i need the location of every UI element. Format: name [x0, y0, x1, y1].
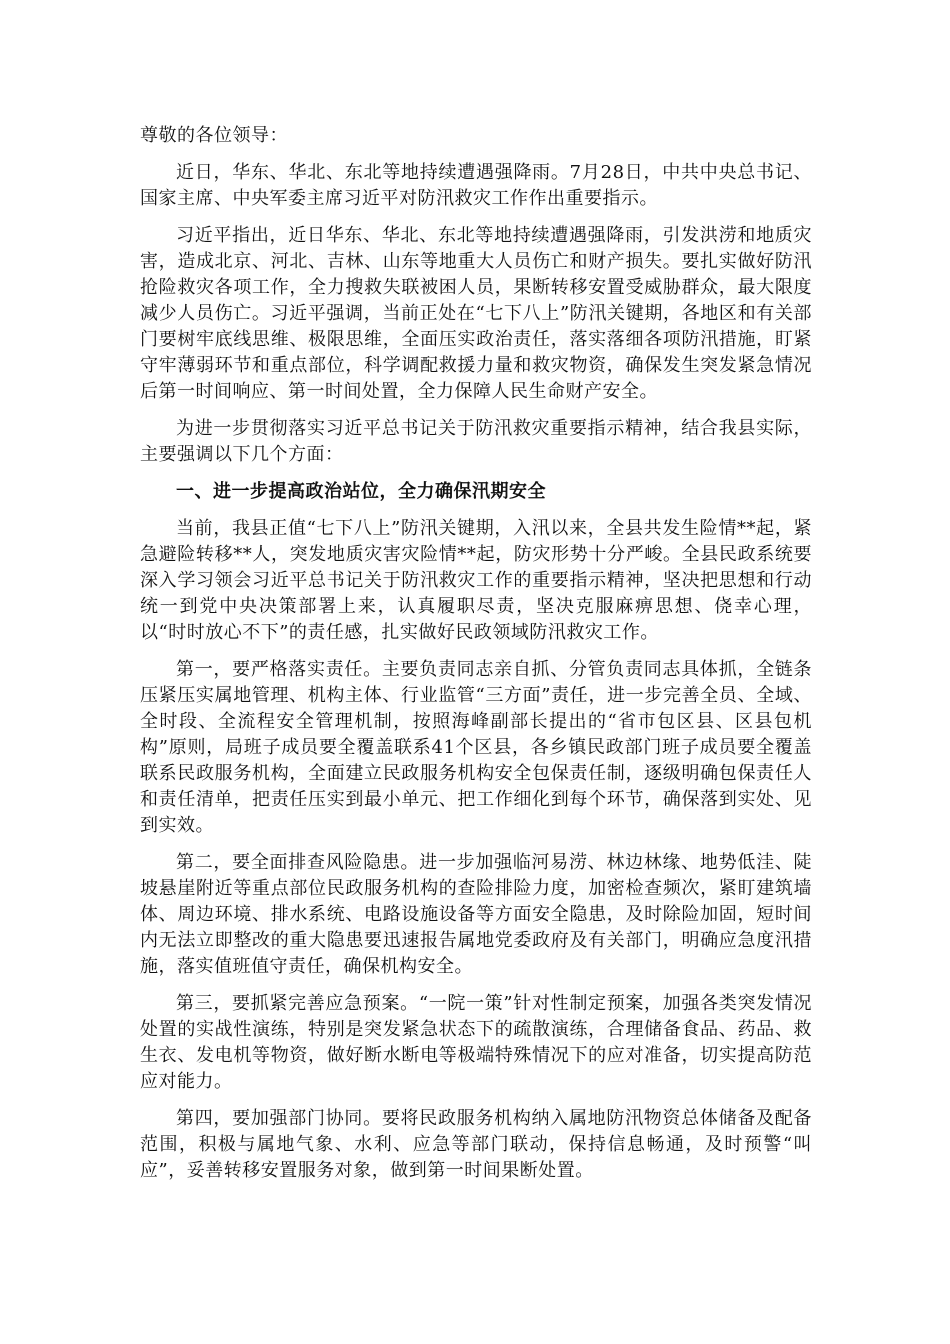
salutation: 尊敬的各位领导：	[140, 125, 288, 146]
paragraph-point-3: 第三，要抓紧完善应急预案。“一院一策”针对性制定预案，加强各类突发情况处置的实战性演练，特别是突发紧急状态下的疏散演练，合理储备食品、药品、救生衣、发电机等物资，做好断水断电等极端特殊情况下的应对准备，切实提高防范应对能力。	[140, 993, 812, 1092]
paragraph-situation: 当前，我县正值“七下八上”防汛关键期，入汛以来，全县共发生险情**起，紧急避险转移**人，突发地质灾害灾险情**起，防灾形势十分严峻。全县民政系统要深入学习领会习近平总书记关于防汛救灾工作的重要指示精神，坚决把思想和行动统一到党中央决策部署上来，认真履职尽责，坚决克服麻痹思想、侥幸心理，以“时时放心不下”的责任感，扎实做好民政领域防汛救灾工作。	[140, 518, 812, 643]
paragraph-intro: 近日，华东、华北、东北等地持续遭遇强降雨。7月28日，中共中央总书记、国家主席、中央军委主席习近平对防汛救灾工作作出重要指示。	[140, 162, 812, 209]
document-body	[140, 123, 812, 1195]
paragraph-instruction: 习近平指出，近日华东、华北、东北等地持续遭遇强降雨，引发洪涝和地质灾害，造成北京、河北、吉林、山东等地重大人员伤亡和财产损失。要扎实做好防汛抢险救灾各项工作，全力搜救失联被困人员，果断转移安置受威胁群众，最大限度减少人员伤亡。习近平强调，当前正处在“七下八上”防汛关键期，各地区和有关部门要树牢底线思维、极限思维，全面压实政治责任，落实落细各项防汛措施，盯紧守牢薄弱环节和重点部位，科学调配救援力量和救灾物资，确保发生突发紧急情况后第一时间响应、第一时间处置，全力保障人民生命财产安全。	[140, 225, 812, 402]
paragraph-point-1: 第一，要严格落实责任。主要负责同志亲自抓、分管负责同志具体抓，全链条压紧压实属地管理、机构主体、行业监管“三方面”责任，进一步完善全员、全域、全时段、全流程安全管理机制，按照海峰副部长提出的“省市包区县、区县包机构”原则，局班子成员要全覆盖联系41个区县，各乡镇民政部门班子成员要全覆盖联系民政服务机构，全面建立民政服务机构安全包保责任制，逐级明确包保责任人和责任清单，把责任压实到最小单元、把工作细化到每个环节，确保落到实处、见到实效。	[140, 659, 812, 836]
paragraph-point-2: 第二，要全面排查风险隐患。进一步加强临河易涝、林边林缘、地势低洼、陡坡悬崖附近等重点部位民政服务机构的查险排险力度，加密检查频次，紧盯建筑墙体、周边环境、排水系统、电路设施设备等方面安全隐患，及时除险加固，短时间内无法立即整改的重大隐患要迅速报告属地党委政府及有关部门，明确应急度汛措施，落实值班值守责任，确保机构安全。	[140, 852, 812, 977]
paragraph-purpose: 为进一步贯彻落实习近平总书记关于防汛救灾重要指示精神，结合我县实际，主要强调以下几个方面：	[140, 418, 812, 465]
paragraph-point-4: 第四，要加强部门协同。要将民政服务机构纳入属地防汛物资总体储备及配备范围，积极与属地气象、水利、应急等部门联动，保持信息畅通，及时预警“叫应”，妥善转移安置服务对象，做到第一时间果断处置。	[140, 1108, 812, 1181]
section-heading: 一、进一步提高政治站位，全力确保汛期安全	[176, 481, 546, 502]
